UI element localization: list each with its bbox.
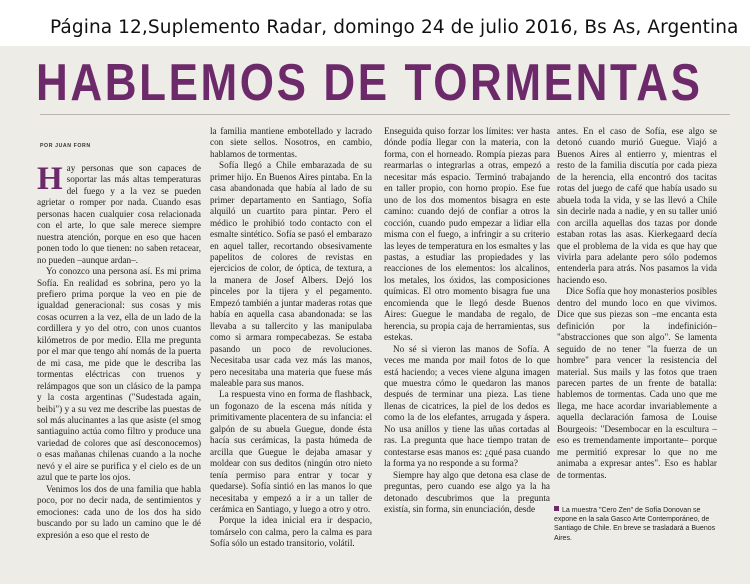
paragraph: Siempre hay algo que detona esa clase de preguntas, pero cuando ese algo ya la ha detonado descubrimos que la pregunta existía, sin forma, sin enunciación, desde	[384, 469, 550, 514]
paragraph: Yo conozco una persona así. Es mi prima Sofía. En realidad es sobrina, pero yo la prefiero prima porque la veo en pie de igualdad generacional: sus cosas y mis cosas ocurren a la vez, ella de un lado de la cordillera y yo del otro, con unos cuantos kilómetros de por medio. Ella me pregunta por el mar que tengo ahí nomás de la puerta de mi casa, me pide que le describa las tormentas eléctricas con truenos y relámpagos que son un clásico de la pampa y la costa argentinas ("Sudestada again, beibi") y a su vez me describe las puestas de sol más alucinantes a las que asiste (el smog santiaguino actúa como filtro y produce una variedad de colores que así desconocemos) o esas mañanas chilenas cuando a la noche nevó y el aire se purifica y el cielo es de un azul que te parte los ojos.	[37, 266, 201, 483]
paragraph: Venimos los dos de una familia que habla poco, por no decir nada, de sentimientos y emociones: cada uno de los dos ha sido buscando por su lado un camino que le dé expresión a eso que el resto de	[37, 483, 201, 540]
header-caption: Página 12,Suplemento Radar, domingo 24 de julio 2016, Bs As, Argentina	[50, 17, 739, 38]
paragraph: Dice Sofía que hoy monasterios posibles dentro del mundo loco en que vivimos. Dice que sus piezas son –me encanta esta definición por la indefinición– "abstracciones que son algo". Se lamenta seguido de no tener "la fuerza de un hombre" para vencer la resistencia del material. Sus mails y las fotos que traen parecen partes de un frente de batalla: hablemos de tormentas. Cada uno que me llega, me hace acordar invariablemente a aquella declaración famosa de Louise Bourgeois: "Desembocar en la escultura –eso es tremendamente importante– porque me permitió expresar lo que no me animaba a expresar antes". Eso es hablar de tormentas.	[557, 286, 717, 480]
paragraph: La respuesta vino en forma de flashback, un fogonazo de la escena más nítida y primitivamente placentera de su infancia: el galpón de su abuela Guegue, donde ésta hacía sus cerámicas, la pasta húmeda de arcilla que Guegue le dejaba amasar y moldear con sus deditos (ningún otro nieto tenía permiso para entrar y tocar y quedarse). Sofía sintió en las manos lo que necesitaba y empezó a ir a un taller de cerámica en Santiago, y luego a otro y otro.	[210, 389, 372, 514]
article-column-4	[557, 126, 717, 481]
paragraph: Porque la idea inicial era ir despacio, tomárselo con calma, pero la calma es para Sofía sólo un estado transitorio, volátil.	[210, 515, 372, 549]
drop-cap: H	[37, 161, 63, 197]
caption-bullet-icon	[554, 506, 559, 511]
article-column-3	[384, 126, 550, 515]
paragraph: Enseguida quiso forzar los límites: ver hasta dónde podía llegar con la materia, con la forma, con el horneado. Rompía piezas para rearmarlas o integrarlas a otras, empezó a necesitar más espacio. Terminó trabajando en taller propio, con horno propio. Ese fue uno de los dos momentos bisagra en este camino: cuando dejó de confiar a otros la cocción, cuando pudo empezar a lidiar ella misma con el fuego, a infringir a su criterio las leyes de temperatura en los esmaltes y las pastas, a estudiar las propiedades y las reacciones de los elementos: los alcalinos, los metales, los óxidos, las composiciones químicas. El otro momento bisagra fue una encomienda que le llegó desde Buenos Aires: Guegue le mandaba de regalo, de herencia, su propia caja de herramientas, sus estekas.	[384, 126, 550, 343]
document-header	[0, 0, 750, 46]
paragraph: la familia mantiene embotellado y lacrado con siete sellos. Nosotros, en cambio, hablamos de tormentas.	[210, 126, 372, 159]
paragraph-text: ay personas que son capaces de soportar las más altas temperaturas del fuego y a la vez se pueden agrietar o romper por nada. Cuando esas personas hacen cualquier cosa relacionada con el arte, lo que sale merece siempre nuestra atención, porque en eso que hacen ponen todo lo que tienen: no saben retacear, no pueden –aunque ardan–.	[37, 163, 201, 265]
headline: HABLEMOS DE TORMENTAS	[36, 54, 703, 112]
byline: POR JUAN FORN	[40, 143, 91, 149]
article-column-2	[210, 126, 372, 550]
article-column-1	[37, 163, 201, 541]
paragraph	[37, 163, 201, 266]
paragraph: Sofía llegó a Chile embarazada de su primer hijo. En Buenos Aires pintaba. En la casa abandonada que había al lado de su primer departamento en Santiago, Sofía alquiló un cuartito para pintar. Pero el médico le prohibió todo contacto con el esmalte sintético. Sofía se pasó el embarazo en aquel taller, recortando obsesivamente papelitos de colores de revistas en ejercicios de color, de óptica, de textura, a la manera de Josef Albers. Dejó los pinceles por la tijera y el pegamento. Empezó también a juntar maderas rotas que había en aquella casa abandonada: se las llevaba a su tallercito y las manipulaba como si armara rompecabezas. Se estaba pasando un poco de revoluciones. Necesitaba usar cada vez más las manos, pero necesitaba una materia que fuese más maleable para sus manos.	[210, 160, 372, 388]
photo-caption	[554, 506, 720, 543]
headline-rule	[40, 114, 730, 115]
paragraph: No sé si vieron las manos de Sofía. A veces me manda por mail fotos de lo que está haciendo; a veces viene alguna imagen que muestra cómo le quedaron las manos después de terminar una pieza. Las tiene llenas de cicatrices, la piel de los dedos es como la de los elefantes, arrugada y áspera. No usa anillos y tiene las uñas cortadas al ras. La pregunta que hace tiempo tratan de contestarse esas manos es: ¿qué pasa cuando la forma ya no responde a su forma?	[384, 343, 550, 469]
paragraph: antes. En el caso de Sofía, ese algo se detonó cuando murió Guegue. Viajó a Buenos Aires al entierro y, mientras el resto de la familia discutía por cada pieza de la herencia, ella encontró dos tacitas rotas del juego de café que había usado su abuela toda la vida, y se las llevó a Chile sin decirle nada a nadie, y en su taller unió con arcilla aquellas dos tazas por donde estaban rotas las asas. Kierkegaard decía que el problema de la vida es que hay que vivirla para adelante pero sólo podemos entenderla para atrás. Nos pasamos la vida haciendo eso.	[557, 126, 717, 285]
caption-text: La muestra "Cero Zen" de Sofía Donovan se expone en la sala Gasco Arte Contemporáneo, de Santiago de Chile. En breve se trasladará a Buenos Aires.	[554, 507, 716, 542]
